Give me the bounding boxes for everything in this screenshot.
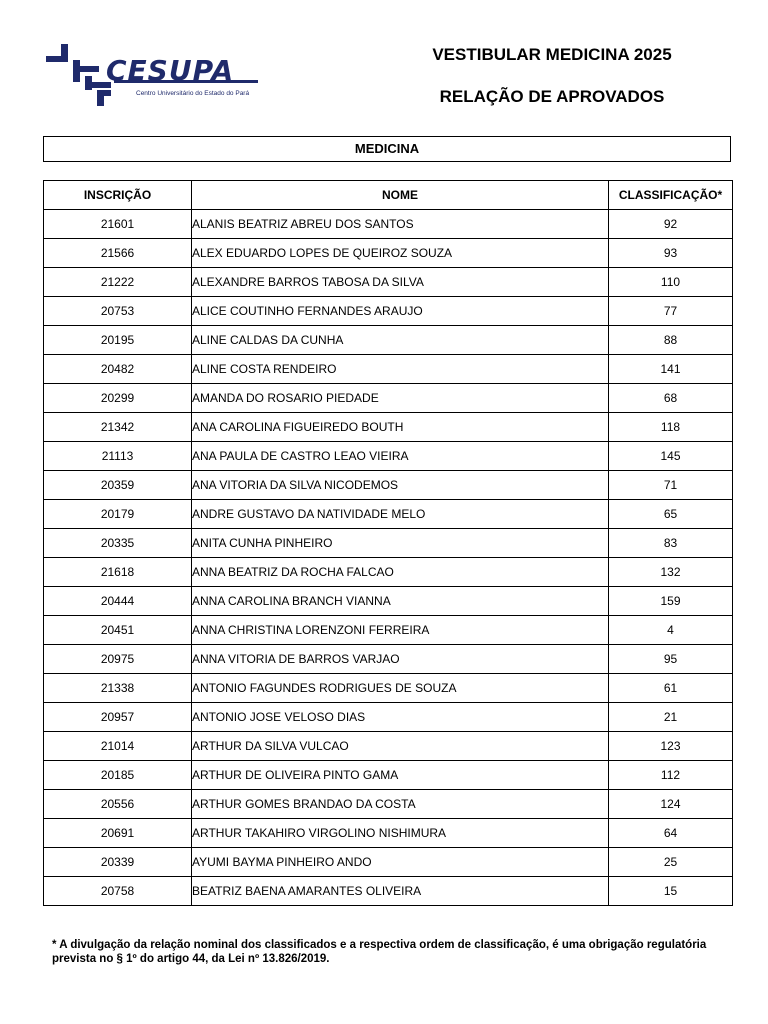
table-row bbox=[44, 384, 733, 413]
cell-nome: ANNA BEATRIZ DA ROCHA FALCAO bbox=[192, 558, 609, 587]
cell-inscricao: 21342 bbox=[44, 413, 192, 442]
cell-nome: ALEXANDRE BARROS TABOSA DA SILVA bbox=[192, 268, 609, 297]
table-row bbox=[44, 210, 733, 239]
cell-classificacao: 64 bbox=[609, 819, 733, 848]
cell-nome: ARTHUR TAKAHIRO VIRGOLINO NISHIMURA bbox=[192, 819, 609, 848]
table-row bbox=[44, 268, 733, 297]
cell-inscricao: 21014 bbox=[44, 732, 192, 761]
cell-nome: AYUMI BAYMA PINHEIRO ANDO bbox=[192, 848, 609, 877]
course-section-header: MEDICINA bbox=[43, 136, 731, 162]
cell-nome: AMANDA DO ROSARIO PIEDADE bbox=[192, 384, 609, 413]
table-row bbox=[44, 326, 733, 355]
column-header-classificacao: CLASSIFICAÇÃO* bbox=[609, 181, 733, 210]
cell-classificacao: 88 bbox=[609, 326, 733, 355]
cell-classificacao: 61 bbox=[609, 674, 733, 703]
cell-nome: BEATRIZ BAENA AMARANTES OLIVEIRA bbox=[192, 877, 609, 906]
cell-classificacao: 118 bbox=[609, 413, 733, 442]
table-body bbox=[44, 210, 733, 906]
table-row bbox=[44, 355, 733, 384]
cell-inscricao: 20335 bbox=[44, 529, 192, 558]
cell-classificacao: 77 bbox=[609, 297, 733, 326]
cell-classificacao: 95 bbox=[609, 645, 733, 674]
cell-nome: ARTHUR GOMES BRANDAO DA COSTA bbox=[192, 790, 609, 819]
cell-classificacao: 83 bbox=[609, 529, 733, 558]
cell-inscricao: 20753 bbox=[44, 297, 192, 326]
cell-nome: ALICE COUTINHO FERNANDES ARAUJO bbox=[192, 297, 609, 326]
cell-classificacao: 21 bbox=[609, 703, 733, 732]
table-row bbox=[44, 587, 733, 616]
column-header-inscricao: INSCRIÇÃO bbox=[44, 181, 192, 210]
cesupa-logo bbox=[44, 42, 264, 108]
column-header-nome: NOME bbox=[192, 181, 609, 210]
cell-classificacao: 93 bbox=[609, 239, 733, 268]
table-row bbox=[44, 703, 733, 732]
cell-inscricao: 20957 bbox=[44, 703, 192, 732]
cell-classificacao: 92 bbox=[609, 210, 733, 239]
cell-inscricao: 21566 bbox=[44, 239, 192, 268]
table-row bbox=[44, 761, 733, 790]
cell-nome: ALEX EDUARDO LOPES DE QUEIROZ SOUZA bbox=[192, 239, 609, 268]
cell-classificacao: 110 bbox=[609, 268, 733, 297]
cell-nome: ANNA CAROLINA BRANCH VIANNA bbox=[192, 587, 609, 616]
table-header-row bbox=[44, 181, 733, 210]
cell-inscricao: 21113 bbox=[44, 442, 192, 471]
legal-footnote: * A divulgação da relação nominal dos classificados e a respectiva ordem de classificação, é uma obrigação regulatória prevista no § 1º do artigo 44, da Lei nº 13.826/2019. bbox=[52, 939, 707, 965]
cell-classificacao: 71 bbox=[609, 471, 733, 500]
cell-classificacao: 132 bbox=[609, 558, 733, 587]
cell-inscricao: 20451 bbox=[44, 616, 192, 645]
cell-inscricao: 20691 bbox=[44, 819, 192, 848]
cell-classificacao: 123 bbox=[609, 732, 733, 761]
table-row bbox=[44, 471, 733, 500]
cell-classificacao: 68 bbox=[609, 384, 733, 413]
table-row bbox=[44, 877, 733, 906]
cell-inscricao: 20195 bbox=[44, 326, 192, 355]
cell-classificacao: 15 bbox=[609, 877, 733, 906]
table-row bbox=[44, 297, 733, 326]
table-row bbox=[44, 819, 733, 848]
cell-nome: ANA CAROLINA FIGUEIREDO BOUTH bbox=[192, 413, 609, 442]
cell-classificacao: 4 bbox=[609, 616, 733, 645]
cell-nome: ANTONIO JOSE VELOSO DIAS bbox=[192, 703, 609, 732]
cell-classificacao: 25 bbox=[609, 848, 733, 877]
cell-classificacao: 145 bbox=[609, 442, 733, 471]
page-subtitle: RELAÇÃO DE APROVADOS bbox=[439, 87, 665, 106]
table-row bbox=[44, 558, 733, 587]
cell-inscricao: 20339 bbox=[44, 848, 192, 877]
approved-list-table bbox=[43, 180, 733, 906]
table-row bbox=[44, 848, 733, 877]
cell-inscricao: 20444 bbox=[44, 587, 192, 616]
cell-nome: ANITA CUNHA PINHEIRO bbox=[192, 529, 609, 558]
cell-inscricao: 21222 bbox=[44, 268, 192, 297]
cell-inscricao: 21618 bbox=[44, 558, 192, 587]
cell-nome: ANTONIO FAGUNDES RODRIGUES DE SOUZA bbox=[192, 674, 609, 703]
table-row bbox=[44, 413, 733, 442]
table-row bbox=[44, 790, 733, 819]
table-row bbox=[44, 616, 733, 645]
cell-nome: ANNA CHRISTINA LORENZONI FERREIRA bbox=[192, 616, 609, 645]
cell-nome: ANDRE GUSTAVO DA NATIVIDADE MELO bbox=[192, 500, 609, 529]
table-row bbox=[44, 674, 733, 703]
cell-inscricao: 20185 bbox=[44, 761, 192, 790]
cell-nome: ALANIS BEATRIZ ABREU DOS SANTOS bbox=[192, 210, 609, 239]
cell-classificacao: 65 bbox=[609, 500, 733, 529]
page-title: VESTIBULAR MEDICINA 2025 bbox=[432, 45, 672, 64]
cell-nome: ANNA VITORIA DE BARROS VARJAO bbox=[192, 645, 609, 674]
cell-inscricao: 20179 bbox=[44, 500, 192, 529]
cell-inscricao: 20482 bbox=[44, 355, 192, 384]
cell-nome: ARTHUR DA SILVA VULCAO bbox=[192, 732, 609, 761]
table-row bbox=[44, 732, 733, 761]
cell-inscricao: 20359 bbox=[44, 471, 192, 500]
cell-inscricao: 20758 bbox=[44, 877, 192, 906]
cell-inscricao: 21601 bbox=[44, 210, 192, 239]
table-row bbox=[44, 442, 733, 471]
cell-classificacao: 141 bbox=[609, 355, 733, 384]
cell-nome: ANA VITORIA DA SILVA NICODEMOS bbox=[192, 471, 609, 500]
cell-classificacao: 112 bbox=[609, 761, 733, 790]
table-row bbox=[44, 645, 733, 674]
cell-inscricao: 21338 bbox=[44, 674, 192, 703]
cell-inscricao: 20556 bbox=[44, 790, 192, 819]
table-row bbox=[44, 239, 733, 268]
cell-classificacao: 124 bbox=[609, 790, 733, 819]
table-row bbox=[44, 529, 733, 558]
table-row bbox=[44, 500, 733, 529]
cell-nome: ALINE CALDAS DA CUNHA bbox=[192, 326, 609, 355]
cell-classificacao: 159 bbox=[609, 587, 733, 616]
cell-nome: ANA PAULA DE CASTRO LEAO VIEIRA bbox=[192, 442, 609, 471]
cell-inscricao: 20299 bbox=[44, 384, 192, 413]
cell-inscricao: 20975 bbox=[44, 645, 192, 674]
logo-wordmark: CESUPA bbox=[106, 54, 235, 87]
cell-nome: ALINE COSTA RENDEIRO bbox=[192, 355, 609, 384]
cell-nome: ARTHUR DE OLIVEIRA PINTO GAMA bbox=[192, 761, 609, 790]
logo-tagline: Centro Universitário do Estado do Pará bbox=[136, 90, 250, 97]
